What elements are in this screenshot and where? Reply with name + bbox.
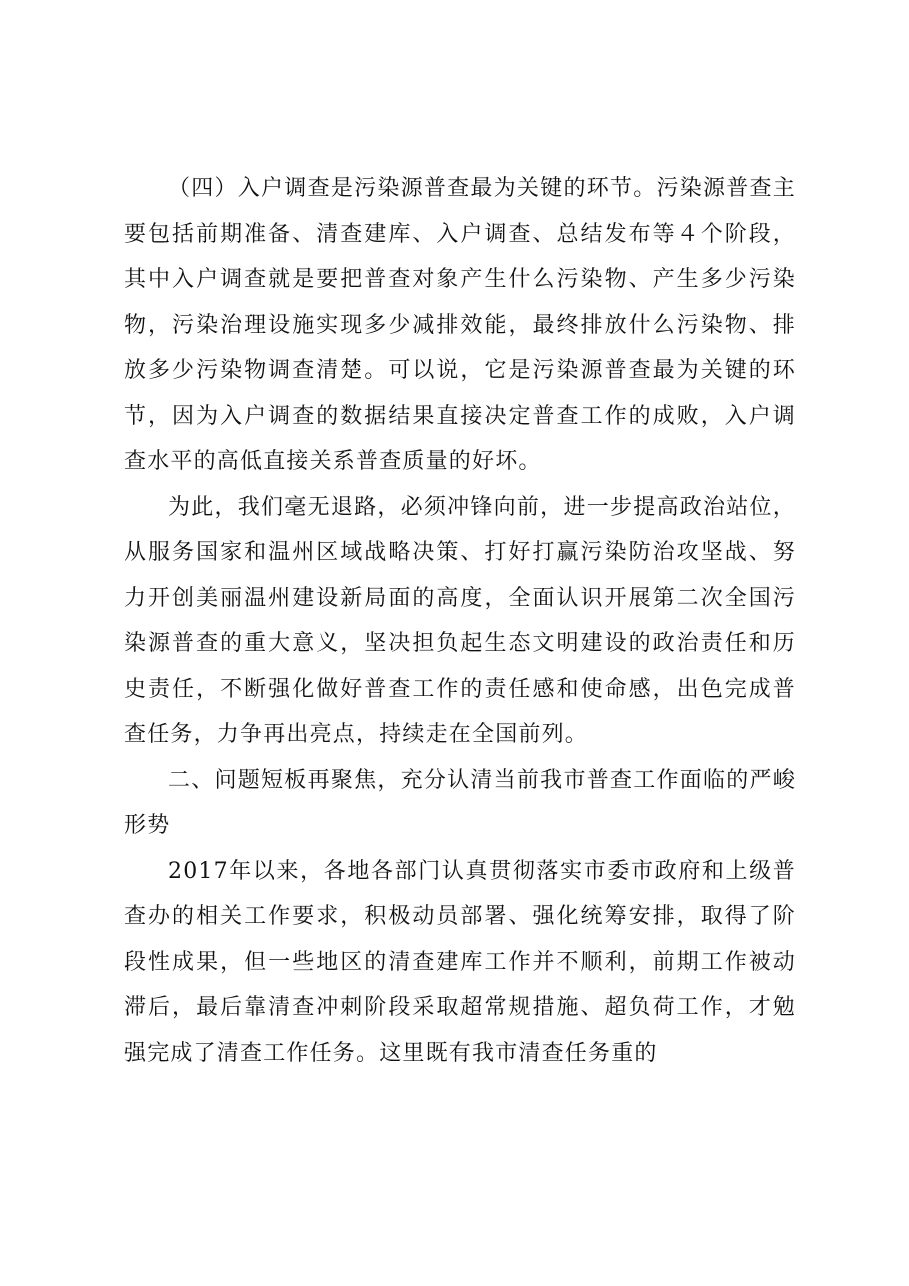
paragraph-political-stance: 为此，我们毫无退路，必须冲锋向前，进一步提高政治站位，从服务国家和温州区域战略决策、打好打赢污染防治攻坚战、努力开创美丽温州建设新局面的高度，全面认识开展第二次全国污染源普查的重大意义，坚决担负起生态文明建设的政治责任和历史责任，不断强化做好普查工作的责任感和使命感，出色完成普查任务，力争再出亮点，持续走在全国前列。 <box>124 494 796 747</box>
section-heading-problems: 二、问题短板再聚焦，充分认清当前我市普查工作面临的严峻形势 <box>124 767 796 838</box>
document-body <box>124 166 796 1076</box>
paragraph-since-2017: 2017年以来，各地各部门认真贯彻落实市委市政府和上级普查办的相关工作要求，积极动员部署、强化统筹安排，取得了阶段性成果，但一些地区的清查建库工作并不顺利，前期工作被动滞后，最后靠清查冲刺阶段采取超常规措施、超负荷工作，才勉强完成了清查工作任务。这里既有我市清查任务重的 <box>124 858 796 1066</box>
paragraph-household-survey: （四）入户调查是污染源普查最为关键的环节。污染源普查主要包括前期准备、清查建库、入户调查、总结发布等４个阶段，其中入户调查就是要把普查对象产生什么污染物、产生多少污染物，污染治理设施实现多少减排效能，最终排放什么污染物、排放多少污染物调查清楚。可以说，它是污染源普查最为关键的环节，因为入户调查的数据结果直接决定普查工作的成败，入户调查水平的高低直接关系普查质量的好坏。 <box>124 176 796 474</box>
